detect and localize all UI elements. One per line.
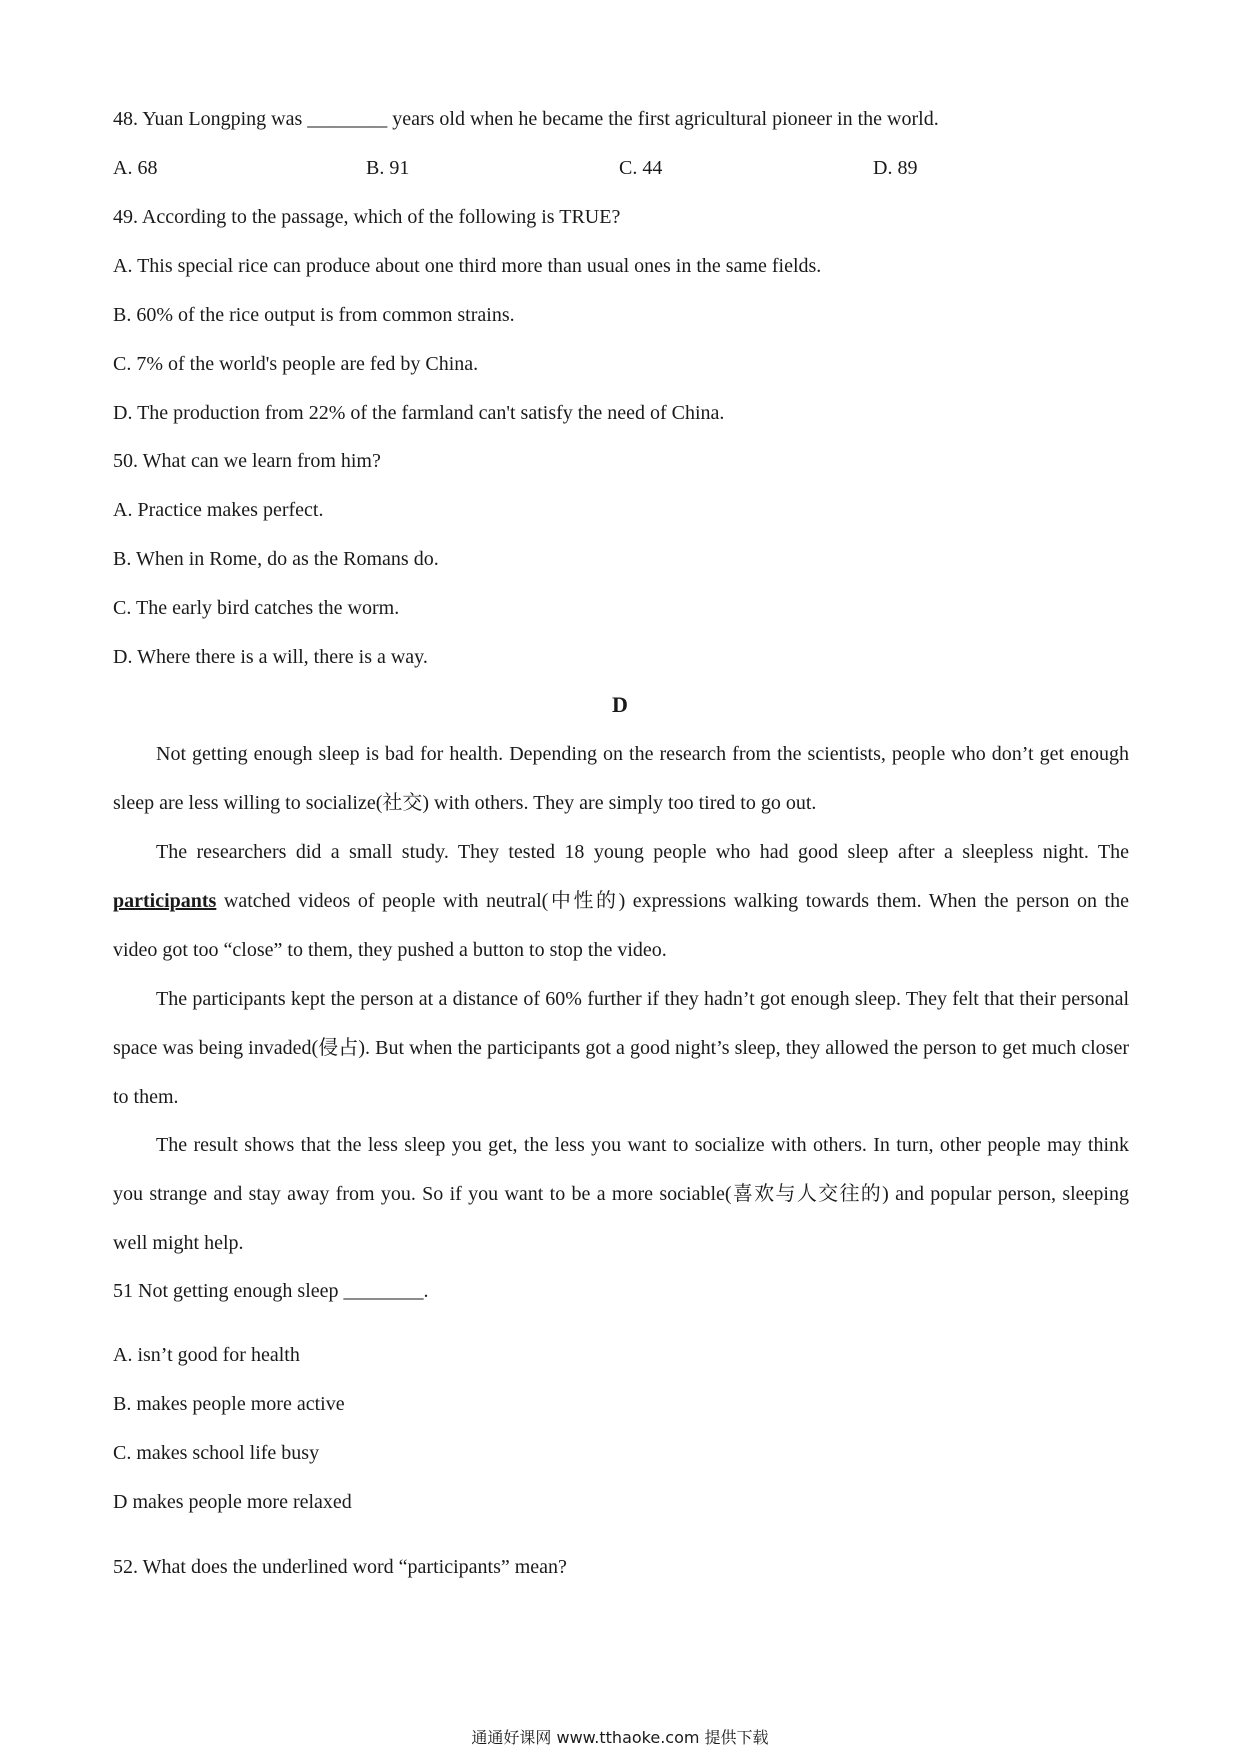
question-51-stem: 51 Not getting enough sleep ________. [113,1280,429,1302]
q51-option-a: A. isn’t good for health [113,1344,300,1366]
q50-option-a: A. Practice makes perfect. [113,499,324,521]
q50-option-b: B. When in Rome, do as the Romans do. [113,548,439,570]
q51-option-d: D makes people more relaxed [113,1491,352,1513]
q48-option-d: D. 89 [873,157,918,179]
q49-option-d: D. The production from 22% of the farmland can't satisfy the need of China. [113,402,725,424]
question-49-stem: 49. According to the passage, which of the following is TRUE? [113,206,621,228]
q48-option-b: B. 91 [366,157,410,179]
passage-paragraph-1: Not getting enough sleep is bad for health. Depending on the research from the scientists, people who don’t get enough sleep are less willing to socialize(社交) with others. They are simply too tired to go out. [113,743,1129,814]
q51-option-c: C. makes school life busy [113,1442,320,1464]
section-title: D [612,692,628,717]
page-footer: 通通好课网 www.tthaoke.com 提供下载 [471,1728,769,1747]
p2-text-after: watched videos of people with neutral(中性的) expressions walking towards them. When the person on the video got too “close” to them, they pushed a button to stop the video. [113,890,1129,961]
q49-option-c: C. 7% of the world's people are fed by China. [113,353,479,375]
underlined-word: participants [113,890,217,912]
q48-option-c: C. 44 [619,157,663,179]
passage-paragraph-3: The participants kept the person at a distance of 60% further if they hadn’t got enough sleep. They felt that their personal space was being invaded(侵占). But when the participants got a good night’s sleep, they allowed the person to get much closer to them. [113,988,1129,1108]
question-52-stem: 52. What does the underlined word “participants” mean? [113,1556,567,1578]
passage-paragraph-2 [113,828,1129,975]
q49-option-b: B. 60% of the rice output is from common strains. [113,304,515,326]
q50-option-c: C. The early bird catches the worm. [113,597,400,619]
question-48-options [113,156,1013,180]
q49-option-a: A. This special rice can produce about one third more than usual ones in the same fields. [113,255,822,277]
q48-option-a: A. 68 [113,157,158,179]
p2-text-before: The researchers did a small study. They tested 18 young people who had good sleep after a sleepless night. The [156,841,1129,863]
question-50-stem: 50. What can we learn from him? [113,450,381,472]
q51-option-b: B. makes people more active [113,1393,345,1415]
question-48-stem: 48. Yuan Longping was ________ years old when he became the first agricultural pioneer in the world. [113,108,939,130]
passage-paragraph-4: The result shows that the less sleep you get, the less you want to socialize with others. In turn, other people may think you strange and stay away from you. So if you want to be a more sociable(喜欢与人交往的) and popular person, sleeping well might help. [113,1134,1129,1254]
q50-option-d: D. Where there is a will, there is a way. [113,646,428,668]
